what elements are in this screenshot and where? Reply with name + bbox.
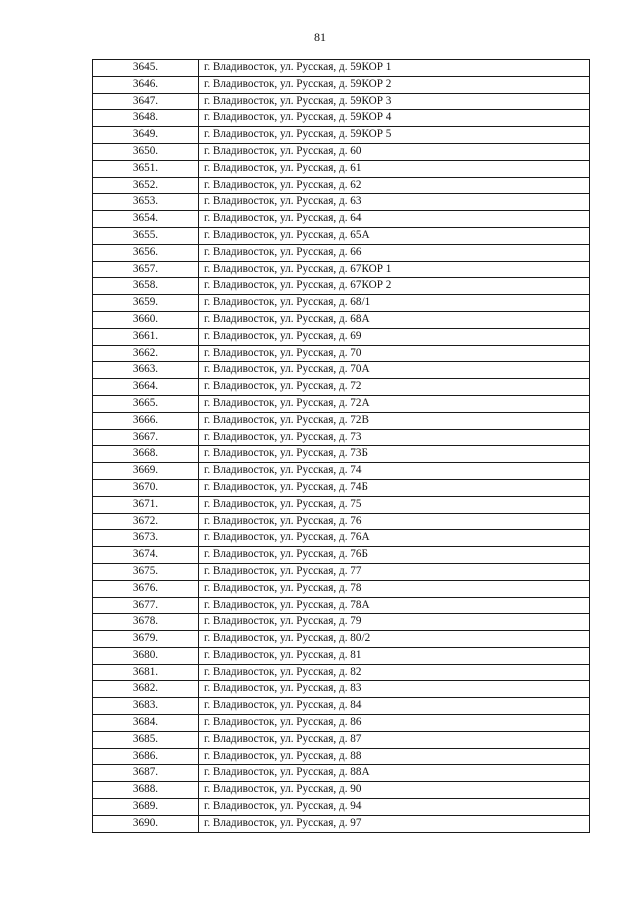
row-number-cell: 3685. xyxy=(93,731,199,748)
address-cell: г. Владивосток, ул. Русская, д. 79 xyxy=(199,614,590,631)
table-row xyxy=(93,681,590,698)
row-number-cell: 3662. xyxy=(93,345,199,362)
table-row xyxy=(93,815,590,832)
address-cell: г. Владивосток, ул. Русская, д. 82 xyxy=(199,664,590,681)
row-number-cell: 3673. xyxy=(93,530,199,547)
address-cell: г. Владивосток, ул. Русская, д. 72А xyxy=(199,395,590,412)
row-number-cell: 3648. xyxy=(93,110,199,127)
row-number-cell: 3647. xyxy=(93,93,199,110)
row-number-cell: 3650. xyxy=(93,143,199,160)
row-number-cell: 3655. xyxy=(93,227,199,244)
table-row xyxy=(93,563,590,580)
address-cell: г. Владивосток, ул. Русская, д. 67КОР 1 xyxy=(199,261,590,278)
table-row xyxy=(93,631,590,648)
table-row xyxy=(93,127,590,144)
row-number-cell: 3657. xyxy=(93,261,199,278)
row-number-cell: 3683. xyxy=(93,698,199,715)
address-table xyxy=(92,59,590,833)
address-cell: г. Владивосток, ул. Русская, д. 80/2 xyxy=(199,631,590,648)
address-cell: г. Владивосток, ул. Русская, д. 83 xyxy=(199,681,590,698)
table-row xyxy=(93,547,590,564)
table-row xyxy=(93,614,590,631)
row-number-cell: 3684. xyxy=(93,715,199,732)
row-number-cell: 3686. xyxy=(93,748,199,765)
address-cell: г. Владивосток, ул. Русская, д. 67КОР 2 xyxy=(199,278,590,295)
row-number-cell: 3646. xyxy=(93,76,199,93)
row-number-cell: 3682. xyxy=(93,681,199,698)
address-cell: г. Владивосток, ул. Русская, д. 77 xyxy=(199,563,590,580)
address-cell: г. Владивосток, ул. Русская, д. 65А xyxy=(199,227,590,244)
table-row xyxy=(93,76,590,93)
table-row xyxy=(93,177,590,194)
address-cell: г. Владивосток, ул. Русская, д. 74Б xyxy=(199,479,590,496)
table-row xyxy=(93,261,590,278)
table-row xyxy=(93,160,590,177)
address-cell: г. Владивосток, ул. Русская, д. 72 xyxy=(199,379,590,396)
row-number-cell: 3649. xyxy=(93,127,199,144)
table-row xyxy=(93,211,590,228)
address-cell: г. Владивосток, ул. Русская, д. 87 xyxy=(199,731,590,748)
address-cell: г. Владивосток, ул. Русская, д. 74 xyxy=(199,463,590,480)
table-row xyxy=(93,110,590,127)
address-cell: г. Владивосток, ул. Русская, д. 78А xyxy=(199,597,590,614)
table-row xyxy=(93,311,590,328)
row-number-cell: 3672. xyxy=(93,513,199,530)
row-number-cell: 3677. xyxy=(93,597,199,614)
table-row xyxy=(93,143,590,160)
table-row xyxy=(93,194,590,211)
row-number-cell: 3681. xyxy=(93,664,199,681)
row-number-cell: 3661. xyxy=(93,328,199,345)
address-table-body xyxy=(93,60,590,833)
address-cell: г. Владивосток, ул. Русская, д. 73Б xyxy=(199,446,590,463)
address-cell: г. Владивосток, ул. Русская, д. 76 xyxy=(199,513,590,530)
row-number-cell: 3679. xyxy=(93,631,199,648)
address-cell: г. Владивосток, ул. Русская, д. 59КОР 1 xyxy=(199,60,590,77)
address-cell: г. Владивосток, ул. Русская, д. 78 xyxy=(199,580,590,597)
table-row xyxy=(93,93,590,110)
table-row xyxy=(93,345,590,362)
row-number-cell: 3658. xyxy=(93,278,199,295)
row-number-cell: 3680. xyxy=(93,647,199,664)
address-cell: г. Владивосток, ул. Русская, д. 76Б xyxy=(199,547,590,564)
table-row xyxy=(93,698,590,715)
address-cell: г. Владивосток, ул. Русская, д. 59КОР 4 xyxy=(199,110,590,127)
row-number-cell: 3660. xyxy=(93,311,199,328)
address-cell: г. Владивосток, ул. Русская, д. 68/1 xyxy=(199,295,590,312)
row-number-cell: 3653. xyxy=(93,194,199,211)
address-cell: г. Владивосток, ул. Русская, д. 94 xyxy=(199,799,590,816)
table-row xyxy=(93,496,590,513)
address-cell: г. Владивосток, ул. Русская, д. 88А xyxy=(199,765,590,782)
table-row xyxy=(93,227,590,244)
row-number-cell: 3663. xyxy=(93,362,199,379)
row-number-cell: 3645. xyxy=(93,60,199,77)
address-cell: г. Владивосток, ул. Русская, д. 97 xyxy=(199,815,590,832)
row-number-cell: 3666. xyxy=(93,412,199,429)
table-row xyxy=(93,446,590,463)
row-number-cell: 3671. xyxy=(93,496,199,513)
table-row xyxy=(93,412,590,429)
address-cell: г. Владивосток, ул. Русская, д. 76А xyxy=(199,530,590,547)
page-number: 81 xyxy=(314,30,326,44)
row-number-cell: 3689. xyxy=(93,799,199,816)
address-cell: г. Владивосток, ул. Русская, д. 62 xyxy=(199,177,590,194)
table-row xyxy=(93,278,590,295)
row-number-cell: 3676. xyxy=(93,580,199,597)
row-number-cell: 3664. xyxy=(93,379,199,396)
address-cell: г. Владивосток, ул. Русская, д. 68А xyxy=(199,311,590,328)
table-row xyxy=(93,530,590,547)
row-number-cell: 3687. xyxy=(93,765,199,782)
table-row xyxy=(93,597,590,614)
table-row xyxy=(93,748,590,765)
address-cell: г. Владивосток, ул. Русская, д. 88 xyxy=(199,748,590,765)
address-cell: г. Владивосток, ул. Русская, д. 59КОР 2 xyxy=(199,76,590,93)
table-row xyxy=(93,782,590,799)
table-row xyxy=(93,580,590,597)
table-row xyxy=(93,799,590,816)
address-cell: г. Владивосток, ул. Русская, д. 59КОР 5 xyxy=(199,127,590,144)
table-row xyxy=(93,328,590,345)
table-row xyxy=(93,715,590,732)
row-number-cell: 3688. xyxy=(93,782,199,799)
address-cell: г. Владивосток, ул. Русская, д. 90 xyxy=(199,782,590,799)
address-cell: г. Владивосток, ул. Русская, д. 63 xyxy=(199,194,590,211)
row-number-cell: 3678. xyxy=(93,614,199,631)
table-row xyxy=(93,513,590,530)
address-cell: г. Владивосток, ул. Русская, д. 86 xyxy=(199,715,590,732)
table-row xyxy=(93,244,590,261)
address-cell: г. Владивосток, ул. Русская, д. 84 xyxy=(199,698,590,715)
address-cell: г. Владивосток, ул. Русская, д. 81 xyxy=(199,647,590,664)
row-number-cell: 3668. xyxy=(93,446,199,463)
address-cell: г. Владивосток, ул. Русская, д. 70 xyxy=(199,345,590,362)
address-cell: г. Владивосток, ул. Русская, д. 64 xyxy=(199,211,590,228)
table-row xyxy=(93,395,590,412)
address-cell: г. Владивосток, ул. Русская, д. 66 xyxy=(199,244,590,261)
table-row xyxy=(93,765,590,782)
table-row xyxy=(93,463,590,480)
row-number-cell: 3654. xyxy=(93,211,199,228)
table-row xyxy=(93,295,590,312)
table-row xyxy=(93,379,590,396)
row-number-cell: 3674. xyxy=(93,547,199,564)
address-cell: г. Владивосток, ул. Русская, д. 73 xyxy=(199,429,590,446)
address-cell: г. Владивосток, ул. Русская, д. 72В xyxy=(199,412,590,429)
address-cell: г. Владивосток, ул. Русская, д. 61 xyxy=(199,160,590,177)
address-cell: г. Владивосток, ул. Русская, д. 75 xyxy=(199,496,590,513)
table-row xyxy=(93,664,590,681)
table-row xyxy=(93,60,590,77)
address-cell: г. Владивосток, ул. Русская, д. 70А xyxy=(199,362,590,379)
table-row xyxy=(93,731,590,748)
row-number-cell: 3670. xyxy=(93,479,199,496)
row-number-cell: 3659. xyxy=(93,295,199,312)
row-number-cell: 3690. xyxy=(93,815,199,832)
row-number-cell: 3669. xyxy=(93,463,199,480)
address-cell: г. Владивосток, ул. Русская, д. 60 xyxy=(199,143,590,160)
row-number-cell: 3675. xyxy=(93,563,199,580)
row-number-cell: 3656. xyxy=(93,244,199,261)
row-number-cell: 3667. xyxy=(93,429,199,446)
address-cell: г. Владивосток, ул. Русская, д. 59КОР 3 xyxy=(199,93,590,110)
address-cell: г. Владивосток, ул. Русская, д. 69 xyxy=(199,328,590,345)
table-row xyxy=(93,362,590,379)
table-row xyxy=(93,479,590,496)
row-number-cell: 3651. xyxy=(93,160,199,177)
table-row xyxy=(93,429,590,446)
row-number-cell: 3652. xyxy=(93,177,199,194)
row-number-cell: 3665. xyxy=(93,395,199,412)
table-row xyxy=(93,647,590,664)
